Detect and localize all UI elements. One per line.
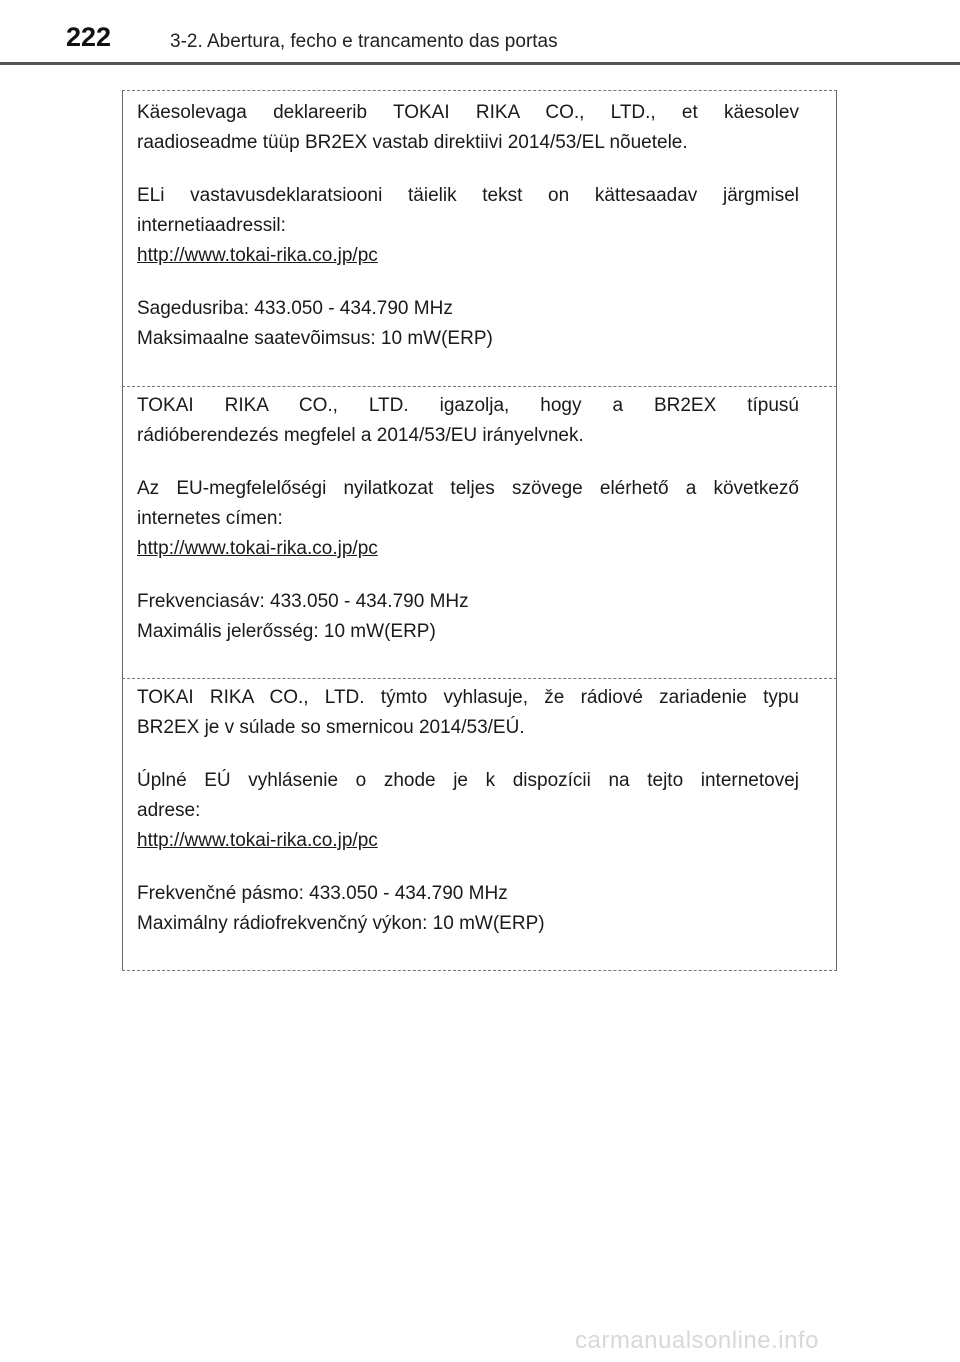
chapter-title: 3-2. Abertura, fecho e trancamento das portas (170, 31, 558, 52)
dashed-divider (122, 970, 837, 971)
dashed-divider (122, 90, 837, 91)
declaration-text-line: adrese: (137, 800, 201, 821)
page-header (0, 0, 960, 66)
watermark: carmanualsonline.info (575, 1327, 819, 1354)
declaration-url-link[interactable]: http://www.tokai-rika.co.jp/pc (137, 538, 378, 559)
declaration-text-line: BR2EX je v súlade so smernicou 2014/53/EÚ. (137, 717, 525, 738)
max-power: Maximális jelerősség: 10 mW(ERP) (137, 621, 436, 642)
declaration-text-line: TOKAI RIKA CO., LTD. igazolja, hogy a BR2EX típusú (137, 395, 799, 416)
page-number: 222 (66, 22, 112, 52)
declaration-text-line: internetiaadressil: (137, 215, 286, 236)
declaration-text-line: rádióberendezés megfelel a 2014/53/EU irányelvnek. (137, 425, 584, 446)
declaration-text-line: Úplné EÚ vyhlásenie o zhode je k dispozícii na tejto internetovej (137, 770, 799, 791)
declaration-slovak (137, 683, 799, 939)
declaration-text-line: ELi vastavusdeklaratsiooni täielik tekst on kättesaadav järgmisel (137, 185, 799, 206)
declaration-url-link[interactable]: http://www.tokai-rika.co.jp/pc (137, 245, 378, 266)
max-power: Maksimaalne saatevõimsus: 10 mW(ERP) (137, 328, 493, 349)
declaration-text-line: Käesolevaga deklareerib TOKAI RIKA CO., LTD., et käesolev (137, 102, 799, 123)
declaration-text-line: raadioseadme tüüp BR2EX vastab direktiivi 2014/53/EL nõuetele. (137, 132, 688, 153)
frequency-band: Frekvenčné pásmo: 433.050 - 434.790 MHz (137, 883, 508, 904)
declaration-hungarian (137, 391, 799, 647)
frequency-band: Sagedusriba: 433.050 - 434.790 MHz (137, 298, 453, 319)
declaration-estonian (137, 98, 799, 354)
declaration-url-link[interactable]: http://www.tokai-rika.co.jp/pc (137, 830, 378, 851)
frequency-band: Frekvenciasáv: 433.050 - 434.790 MHz (137, 591, 469, 612)
dashed-divider (122, 678, 837, 679)
declaration-text-line: internetes címen: (137, 508, 283, 529)
declaration-text-line: Az EU-megfelelőségi nyilatkozat teljes szövege elérhető a következő (137, 478, 799, 499)
dashed-divider (122, 386, 837, 387)
header-divider (0, 62, 960, 65)
declaration-text-line: TOKAI RIKA CO., LTD. týmto vyhlasuje, že rádiové zariadenie typu (137, 687, 799, 708)
max-power: Maximálny rádiofrekvenčný výkon: 10 mW(ERP) (137, 913, 545, 934)
